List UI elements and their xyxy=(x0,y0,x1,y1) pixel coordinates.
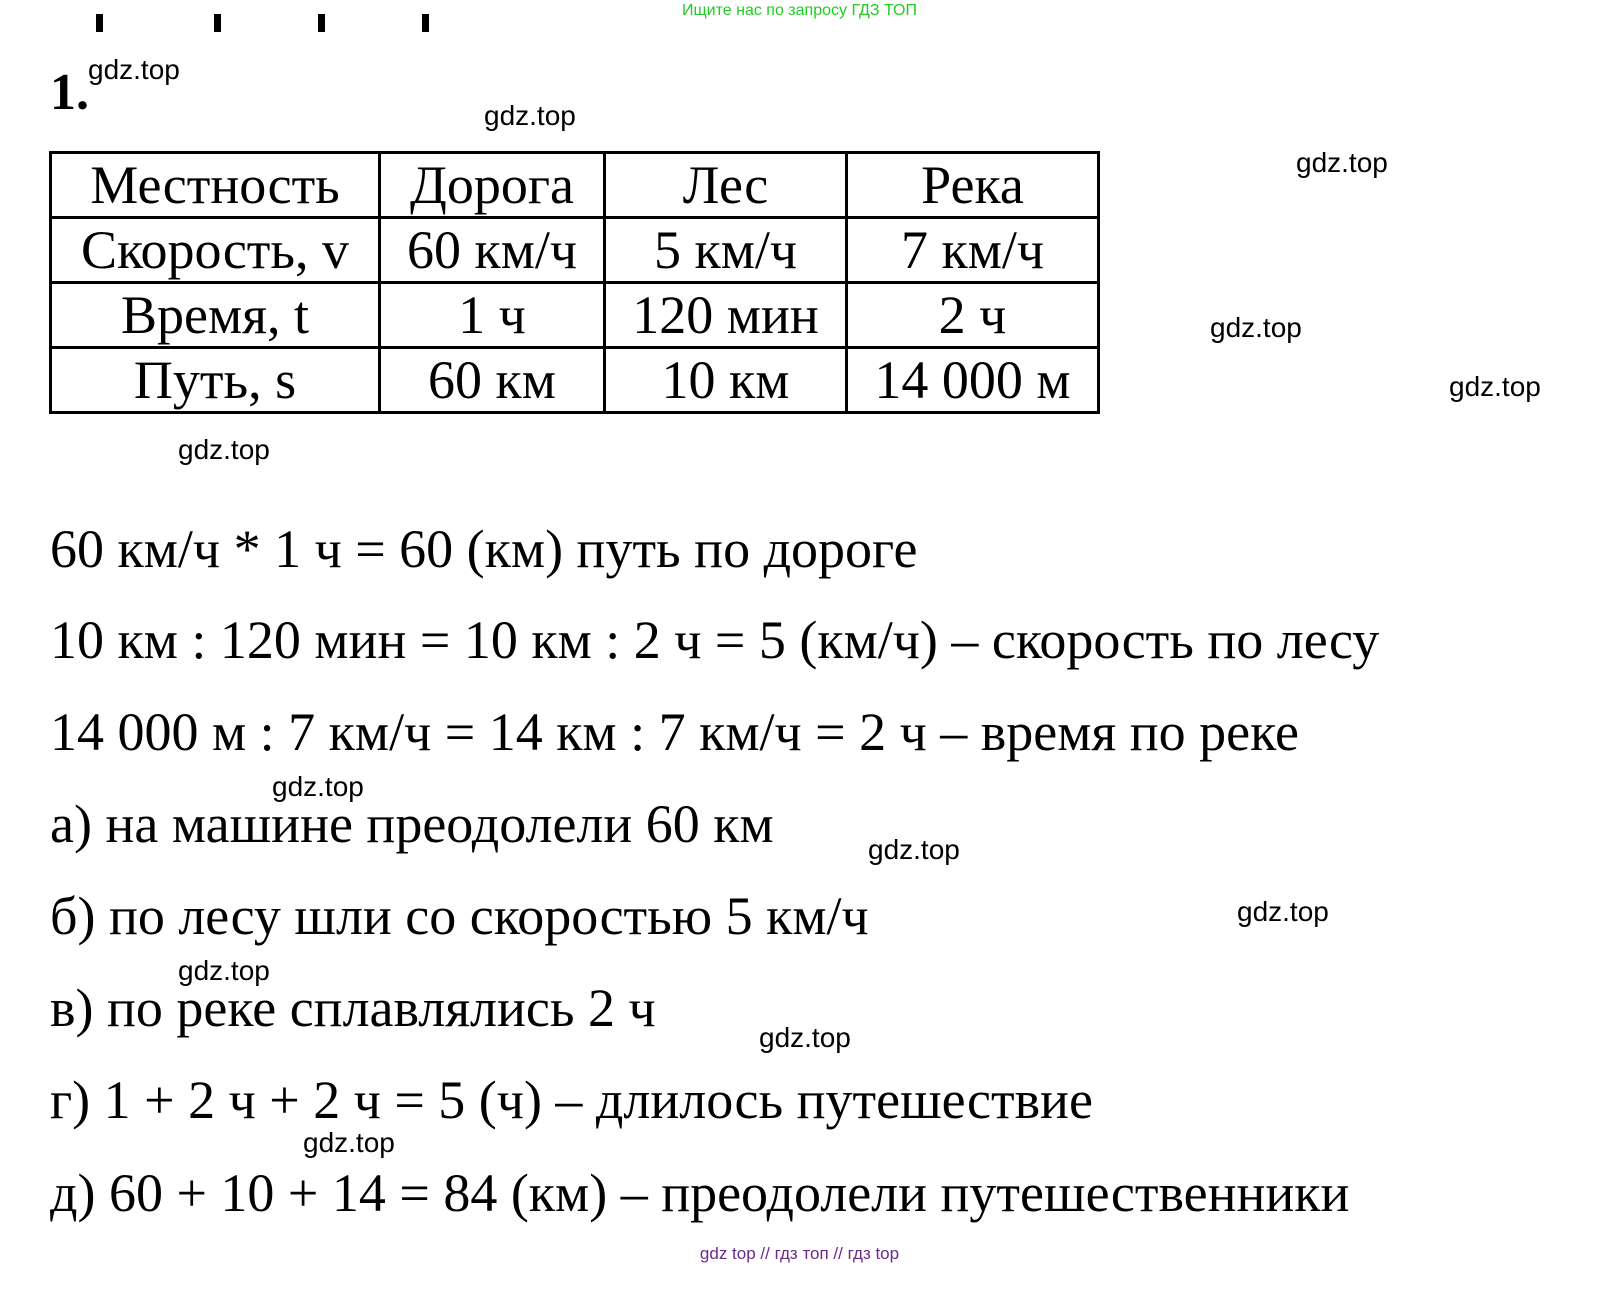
table-cell: Путь, s xyxy=(51,348,380,413)
table-cell: 1 ч xyxy=(380,283,605,348)
data-table xyxy=(49,151,1100,414)
cropped-text-fragment xyxy=(96,14,456,34)
solution-line: 10 км : 120 мин = 10 км : 2 ч = 5 (км/ч) – скорость по лесу xyxy=(50,610,1380,670)
watermark: gdz.top xyxy=(1449,371,1541,402)
table-cell: Скорость, v xyxy=(51,218,380,283)
table-cell: 10 км xyxy=(605,348,847,413)
watermark: gdz.top xyxy=(1296,147,1388,178)
watermark: gdz.top xyxy=(1210,312,1302,343)
table-cell: Время, t xyxy=(51,283,380,348)
table-row xyxy=(51,153,1099,218)
watermark: gdz.top xyxy=(759,1022,851,1053)
table-cell: 60 км xyxy=(380,348,605,413)
watermark: gdz.top xyxy=(868,834,960,865)
table-cell: 14 000 м xyxy=(847,348,1099,413)
table-cell: 5 км/ч xyxy=(605,218,847,283)
solution-line: 60 км/ч * 1 ч = 60 (км) путь по дороге xyxy=(50,519,918,579)
table-row xyxy=(51,348,1099,413)
top-banner: Ищите нас по запросу ГДЗ ТОП xyxy=(682,2,917,19)
table-row xyxy=(51,283,1099,348)
watermark: gdz.top xyxy=(88,54,180,85)
table-cell: Местность xyxy=(51,153,380,218)
watermark: gdz.top xyxy=(303,1127,395,1158)
answer-line: г) 1 + 2 ч + 2 ч = 5 (ч) – длилось путешествие xyxy=(50,1070,1093,1130)
watermark: gdz.top xyxy=(178,955,270,986)
answer-line: б) по лесу шли со скоростью 5 км/ч xyxy=(50,886,869,946)
table-cell: 120 мин xyxy=(605,283,847,348)
answer-line: а) на машине преодолели 60 км xyxy=(50,794,774,854)
watermark: gdz.top xyxy=(178,434,270,465)
task-number: 1. xyxy=(50,64,89,121)
table-cell: Дорога xyxy=(380,153,605,218)
table-cell: 2 ч xyxy=(847,283,1099,348)
solution-line: 14 000 м : 7 км/ч = 14 км : 7 км/ч = 2 ч – время по реке xyxy=(50,702,1299,762)
answer-line: в) по реке сплавлялись 2 ч xyxy=(50,978,656,1038)
watermark: gdz.top xyxy=(484,100,576,131)
watermark: gdz.top xyxy=(272,771,364,802)
watermark: gdz.top xyxy=(1237,896,1329,927)
table-cell: Лес xyxy=(605,153,847,218)
answer-line: д) 60 + 10 + 14 = 84 (км) – преодолели путешественники xyxy=(50,1163,1350,1223)
table-cell: Река xyxy=(847,153,1099,218)
table-row xyxy=(51,218,1099,283)
bottom-banner: gdz top // гдз топ // гдз top xyxy=(699,1244,900,1263)
table-cell: 60 км/ч xyxy=(380,218,605,283)
table-cell: 7 км/ч xyxy=(847,218,1099,283)
